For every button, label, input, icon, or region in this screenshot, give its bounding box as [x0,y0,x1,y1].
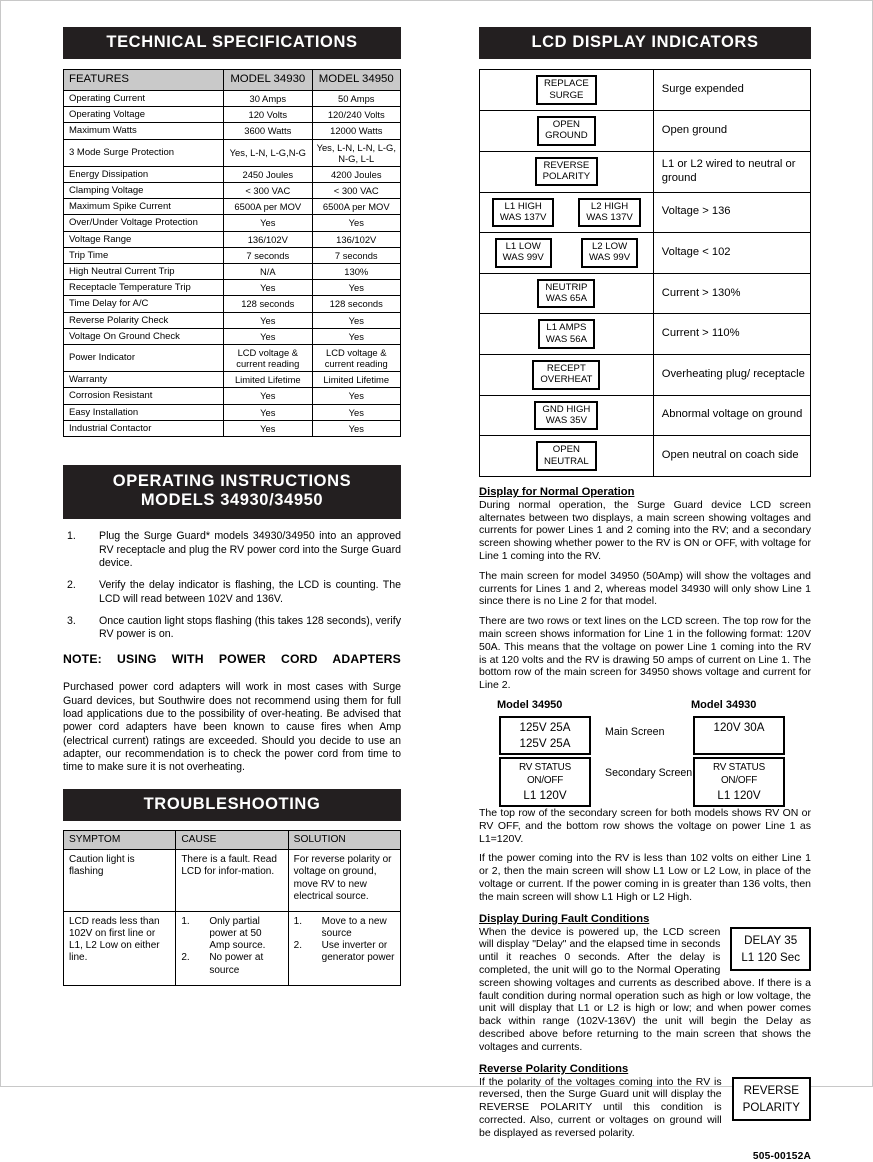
table-row [64,107,401,123]
lcd-chip-reverse-polarity [732,1077,811,1122]
lcd-chip-line1: L1 HIGH [504,200,542,212]
lcd-chip-line1: OPEN [552,119,580,131]
troubleshooting-cause [176,911,288,985]
spec-value-34930: LCD voltage & current reading [224,344,312,371]
table-row [64,404,401,420]
spec-value-34950: 130% [312,263,400,279]
lcd-indicator-chips [480,70,654,111]
lcd-indicator-chips [480,111,654,152]
reverse-polarity-paragraph: If the polarity of the voltages coming into the RV is reversed, then the Surge Guard unit will display the REVERSE POLARITY until this condition is corrected. Also, current or voltages on ground will be displayed as reversed polarity. [479,1075,722,1139]
spec-value-34930: 128 seconds [224,296,312,312]
lcd-indicator-chips [480,273,654,314]
spec-value-34930: Limited Lifetime [224,372,312,388]
spec-feature: Trip Time [64,247,224,263]
operating-instructions-header [63,465,401,519]
table-row [64,215,401,231]
lcd-chip-delay-line1: DELAY 35 [744,933,798,947]
spec-value-34930: Yes [224,280,312,296]
chip-row [483,198,650,228]
lcd-chip-line1: REPLACE [543,78,589,90]
lcd-chip-delay-line2: L1 120 Sec [741,951,800,964]
spec-value-34950: 120/240 Volts [312,107,400,123]
table-row [64,231,401,247]
lcd-indicator-description: Current > 130% [653,273,810,314]
lcd-chip [537,116,596,146]
normal-operation-heading: Display for Normal Operation [479,485,635,498]
spec-value-34930: Yes [224,215,312,231]
normal-operation-paragraph-5: If the power coming into the RV is less than 102 volts on either Line 1 or 2, then the main screen will show L1 Low or L2 Low, in place of the voltage or current. If the power coming in is greater than 136 volts, then the main screen will show L1 High or L2 High. [479,852,811,903]
table-row [64,90,401,106]
list-item: Only partial power at 50 Amp source. [209,915,266,952]
troubleshooting-symptom: Caution light is flashing [64,850,176,912]
lcd-chip-reverse-polarity-line2: POLARITY [742,1100,800,1114]
spec-value-34930: Yes [224,312,312,328]
chip-row [483,319,650,349]
table-row [64,166,401,182]
chip-row [483,360,650,390]
right-column [479,27,811,1162]
spec-feature: Energy Dissipation [64,166,224,182]
troubleshooting-solution [288,911,400,985]
spec-value-34950: Yes [312,312,400,328]
diagram-title-model-34950: Model 34950 [497,699,563,712]
lcd-indicator-chips [480,395,654,436]
spec-value-34950: 128 seconds [312,296,400,312]
table-row [480,314,811,355]
table-row [480,192,811,233]
lcd-chip-line2: POLARITY [542,171,591,183]
spec-value-34930: 7 seconds [224,247,312,263]
operating-instructions-title-line2: MODELS 34930/34950 [140,491,324,510]
lcd-display-indicators-header: LCD DISPLAY INDICATORS [479,27,811,59]
table-row [64,372,401,388]
document-part-number: 505-00152A [752,1150,811,1162]
spec-value-34930: N/A [224,263,312,279]
diagram-title-model-34930: Model 34930 [691,699,757,712]
spec-value-34930: 120 Volts [224,107,312,123]
technical-specifications-table [63,69,401,436]
operating-step: Verify the delay indicator is flashing, the LCD is counting. The LCD will read between 102V and 136V. [99,579,401,605]
lcd-chip [537,279,595,309]
spec-value-34950: Yes [312,388,400,404]
spec-value-34950: 4200 Joules [312,166,400,182]
spec-value-34950: Limited Lifetime [312,372,400,388]
screen-34930-secondary-line1: RV STATUS ON/OFF [713,762,765,787]
technical-specifications-header: TECHNICAL SPECIFICATIONS [63,27,401,59]
lcd-indicator-chips [480,314,654,355]
lcd-indicator-description: Abnormal voltage on ground [653,395,810,436]
lcd-indicator-description: Current > 110% [653,314,810,355]
table-row [64,328,401,344]
power-cord-adapters-note-body: Purchased power cord adapters will work in most cases with Surge Guard devices, but Southwire does not recommend using them for full load applications due to the possibility of over-heating. Be advised that power cord adapters have been known to cause fires when Amp (electrical current) ratings are exceeded. Should you decide to use an adapter, our recommendation is to check the power cord from time to time to make sure it is not overheating. [63,681,401,774]
chip-row [483,441,650,471]
table-row [480,70,811,111]
spec-feature: Easy Installation [64,404,224,420]
table-row [64,123,401,139]
table-row [64,911,401,985]
spec-feature: Reverse Polarity Check [64,312,224,328]
lcd-indicator-description: Voltage < 102 [653,233,810,274]
troubleshooting-cause: There is a fault. Read LCD for infor-mation. [176,850,288,912]
lcd-chip-line2: WAS 56A [545,333,587,345]
table-row [480,151,811,192]
fault-conditions-paragraph: When the device is powered up, the LCD screen will display "Delay" and the elapsed time in seconds until it reaches 0 seconds. After the delay is completed, the unit will go to the Normal Operating screen showing voltages and currents as described above. If there is a fault condition during normal operation such as high or low voltage, the unit will display that L1 or L2 is high or low; and when power comes back within range (102V-136V) the unit will begin the Delay as described above before returning to the main screen that shows the voltages and currents. [479,925,811,1053]
lcd-indicator-description: Open ground [653,111,810,152]
spec-feature: Receptacle Temperature Trip [64,280,224,296]
table-row [64,312,401,328]
operating-step: Once caution light stops flashing (this takes 128 seconds), verify RV power is on. [99,614,401,641]
lcd-chip-line2: WAS 65A [545,293,587,305]
lcd-display-indicators-table [479,69,811,476]
table-row [64,139,401,166]
chip-row [483,75,650,105]
spec-value-34950: Yes, L-N, L-N, L-G, N-G, L-L [312,139,400,166]
spec-value-34930: Yes [224,388,312,404]
table-row [480,436,811,477]
spec-feature: Corrosion Resistant [64,388,224,404]
table-row [64,296,401,312]
lcd-chip-line2: GROUND [545,130,588,142]
screen-34950-secondary [499,757,591,807]
reverse-polarity-block [479,1076,811,1140]
operating-step: Plug the Surge Guard* models 34930/34950 into an approved RV receptacle and plug the RV power cord into the Surge Guard device. [99,529,401,570]
chip-row [483,279,650,309]
spec-value-34930: 3600 Watts [224,123,312,139]
lcd-chip-line2: NEUTRAL [543,455,589,467]
spec-feature: Operating Voltage [64,107,224,123]
table-row [64,182,401,198]
lcd-chip-reverse-polarity-line1: REVERSE [743,1083,800,1097]
lcd-chip-line1: L1 LOW [505,241,541,253]
reverse-polarity-heading: Reverse Polarity Conditions [479,1062,629,1075]
lcd-chip-delay [730,927,811,972]
spec-value-34950: 50 Amps [312,90,400,106]
lcd-chip [538,319,595,349]
left-column [63,27,401,986]
screen-34950-secondary-line1: RV STATUS ON/OFF [519,762,571,787]
screen-34930-main [693,716,785,755]
column-header-features: FEATURES [64,70,224,90]
screen-34950-main [499,716,591,755]
spec-value-34950: 6500A per MOV [312,199,400,215]
spec-feature: Industrial Contactor [64,420,224,436]
table-row [64,263,401,279]
lcd-chip [495,238,552,268]
spec-feature: Warranty [64,372,224,388]
column-header-symptom: SYMPTOM [64,831,176,850]
table-row [480,395,811,436]
spec-feature: Voltage Range [64,231,224,247]
list-item: Use inverter or generator power [321,940,395,964]
spec-value-34930: 30 Amps [224,90,312,106]
lcd-chip-line2: WAS 99V [588,252,631,264]
table-row [64,850,401,912]
table-row [64,388,401,404]
spec-feature: Voltage On Ground Check [64,328,224,344]
spec-value-34950: Yes [312,280,400,296]
spec-value-34930: Yes [224,404,312,420]
column-header-cause: CAUSE [176,831,288,850]
chip-row [483,401,650,431]
troubleshooting-solution-list [294,916,395,965]
spec-feature: 3 Mode Surge Protection [64,139,224,166]
spec-value-34930: 2450 Joules [224,166,312,182]
table-row [64,199,401,215]
spec-value-34930: Yes [224,420,312,436]
spec-value-34950: 7 seconds [312,247,400,263]
lcd-indicator-description: Voltage > 136 [653,192,810,233]
lcd-chip-line2: OVERHEAT [540,374,593,386]
list-item: No power at source [209,952,264,976]
normal-operation-paragraph-4: The top row of the secondary screen for both models shows RV ON or RV OFF, and the bottom row shows the voltage on power Line 1 as L1=120V. [479,807,811,845]
diagram-label-main-screen: Main Screen [605,726,665,739]
diagram-label-secondary-screen: Secondary Screen [605,767,693,780]
normal-operation-paragraph-2: The main screen for model 34950 (50Amp) will show the voltages and currents for Lines 1 and 2, whereas model 34930 will only show Line 1 since there is no Line 2 for that model. [479,569,811,608]
lcd-screen-examples-diagram [479,699,811,807]
lcd-chip-line2: WAS 137V [586,211,633,223]
screen-34950-secondary-line2: L1 120V [523,788,567,802]
spec-value-34950: Yes [312,420,400,436]
fault-conditions-heading: Display During Fault Conditions [479,912,650,925]
table-row [64,344,401,371]
lcd-chip-line2: SURGE [549,89,584,101]
normal-operation-paragraph-3: There are two rows or text lines on the LCD screen. The top row for the main screen shows information for Line 1 in the following format: 120V 50A. This means that the voltage on power Line 1 coming into the RV is at 120 volts and the RV is drawing 50 amps of current on Line 1. The bottom row of the main screen for 34950 shows voltage and current for Line 2. [479,615,811,692]
spec-feature: Maximum Watts [64,123,224,139]
table-row [480,233,811,274]
spec-feature: Time Delay for A/C [64,296,224,312]
column-header-model-34950: MODEL 34950 [312,70,400,90]
screen-34930-secondary [693,757,785,807]
troubleshooting-symptom: LCD reads less than 102V on first line or L1, L2 Low on either line. [64,911,176,985]
lcd-chip-line1: L1 AMPS [546,322,587,334]
table-row [64,280,401,296]
lcd-indicator-chips [480,436,654,477]
lcd-indicator-description: L1 or L2 wired to neutral or ground [653,151,810,192]
lcd-chip [581,238,638,268]
troubleshooting-cause-list [181,916,282,977]
table-header-row [64,70,401,90]
chip-row [483,116,650,146]
lcd-chip-line1: RECEPT [546,363,586,374]
table-row [480,273,811,314]
lcd-chip-line1: REVERSE [543,159,590,171]
lcd-chip-line1: L2 HIGH [590,200,629,212]
screen-34930-secondary-line2: L1 120V [717,788,761,802]
lcd-chip [532,360,600,390]
lcd-chip-line1: OPEN [552,444,580,456]
spec-feature: Maximum Spike Current [64,199,224,215]
lcd-indicator-chips [480,192,654,233]
lcd-indicator-chips [480,233,654,274]
chip-row [483,157,650,187]
lcd-chip [536,441,597,471]
spec-value-34930: Yes [224,328,312,344]
lcd-chip-line1: GND HIGH [542,403,591,415]
lcd-chip [578,198,641,228]
lcd-chip-line2: WAS 99V [502,252,544,264]
operating-instructions-title-line1: OPERATING INSTRUCTIONS [112,471,352,490]
lcd-chip-line2: WAS 35V [545,414,587,426]
lcd-chip-line2: WAS 137V [499,211,547,223]
troubleshooting-header: TROUBLESHOOTING [63,789,401,821]
spec-value-34930: 136/102V [224,231,312,247]
spec-feature: Over/Under Voltage Protection [64,215,224,231]
spec-feature: High Neutral Current Trip [64,263,224,279]
lcd-chip [492,198,555,228]
table-header-row [64,831,401,850]
spec-value-34950: Yes [312,404,400,420]
screen-34930-main-line1: 120V 30A [713,721,765,735]
table-row [480,355,811,396]
spec-value-34950: < 300 VAC [312,182,400,198]
spec-value-34930: Yes, L-N, L-G,N-G [224,139,312,166]
lcd-chip-line1: NEUTRIP [545,281,588,293]
lcd-chip [536,75,597,105]
spec-value-34930: < 300 VAC [224,182,312,198]
spec-value-34950: 12000 Watts [312,123,400,139]
table-row [64,247,401,263]
troubleshooting-table [63,830,401,986]
lcd-chip-line1: L2 LOW [591,241,628,253]
lcd-indicator-description: Open neutral on coach side [653,436,810,477]
normal-operation-paragraph-1: During normal operation, the Surge Guard device LCD screen alternates between two displays, a main screen showing voltages and currents for power Lines 1 and 2 coming into the RV; and a secondary screen showing whether power to the RV is ON or OFF, with voltage for Line 1 coming into the RV. [479,498,811,563]
operating-instructions-steps [63,530,401,642]
lcd-chip [534,401,598,431]
spec-value-34950: 136/102V [312,231,400,247]
spec-feature: Operating Current [64,90,224,106]
power-cord-adapters-note-heading: NOTE: USING WITH POWER CORD ADAPTERS [63,652,401,667]
chip-row [483,238,650,268]
spec-value-34950: Yes [312,328,400,344]
spec-feature: Power Indicator [64,344,224,371]
troubleshooting-solution: For reverse polarity or voltage on ground, move RV to new electrical source. [288,850,400,912]
spec-value-34930: 6500A per MOV [224,199,312,215]
table-row [64,420,401,436]
screen-34950-main-line1: 125V 25A [519,721,571,735]
table-row [480,111,811,152]
lcd-indicator-description: Surge expended [653,70,810,111]
lcd-indicator-description: Overheating plug/ receptacle [653,355,810,396]
column-header-solution: SOLUTION [288,831,400,850]
column-header-model-34930: MODEL 34930 [224,70,312,90]
spec-value-34950: Yes [312,215,400,231]
list-item: Move to a new source [321,915,387,940]
lcd-indicator-chips [480,151,654,192]
lcd-indicator-chips [480,355,654,396]
fault-conditions-block [479,926,811,1054]
spec-value-34950: LCD voltage & current reading [312,344,400,371]
lcd-chip [535,157,598,187]
screen-34950-main-line2: 125V 25A [519,736,571,750]
spec-feature: Clamping Voltage [64,182,224,198]
